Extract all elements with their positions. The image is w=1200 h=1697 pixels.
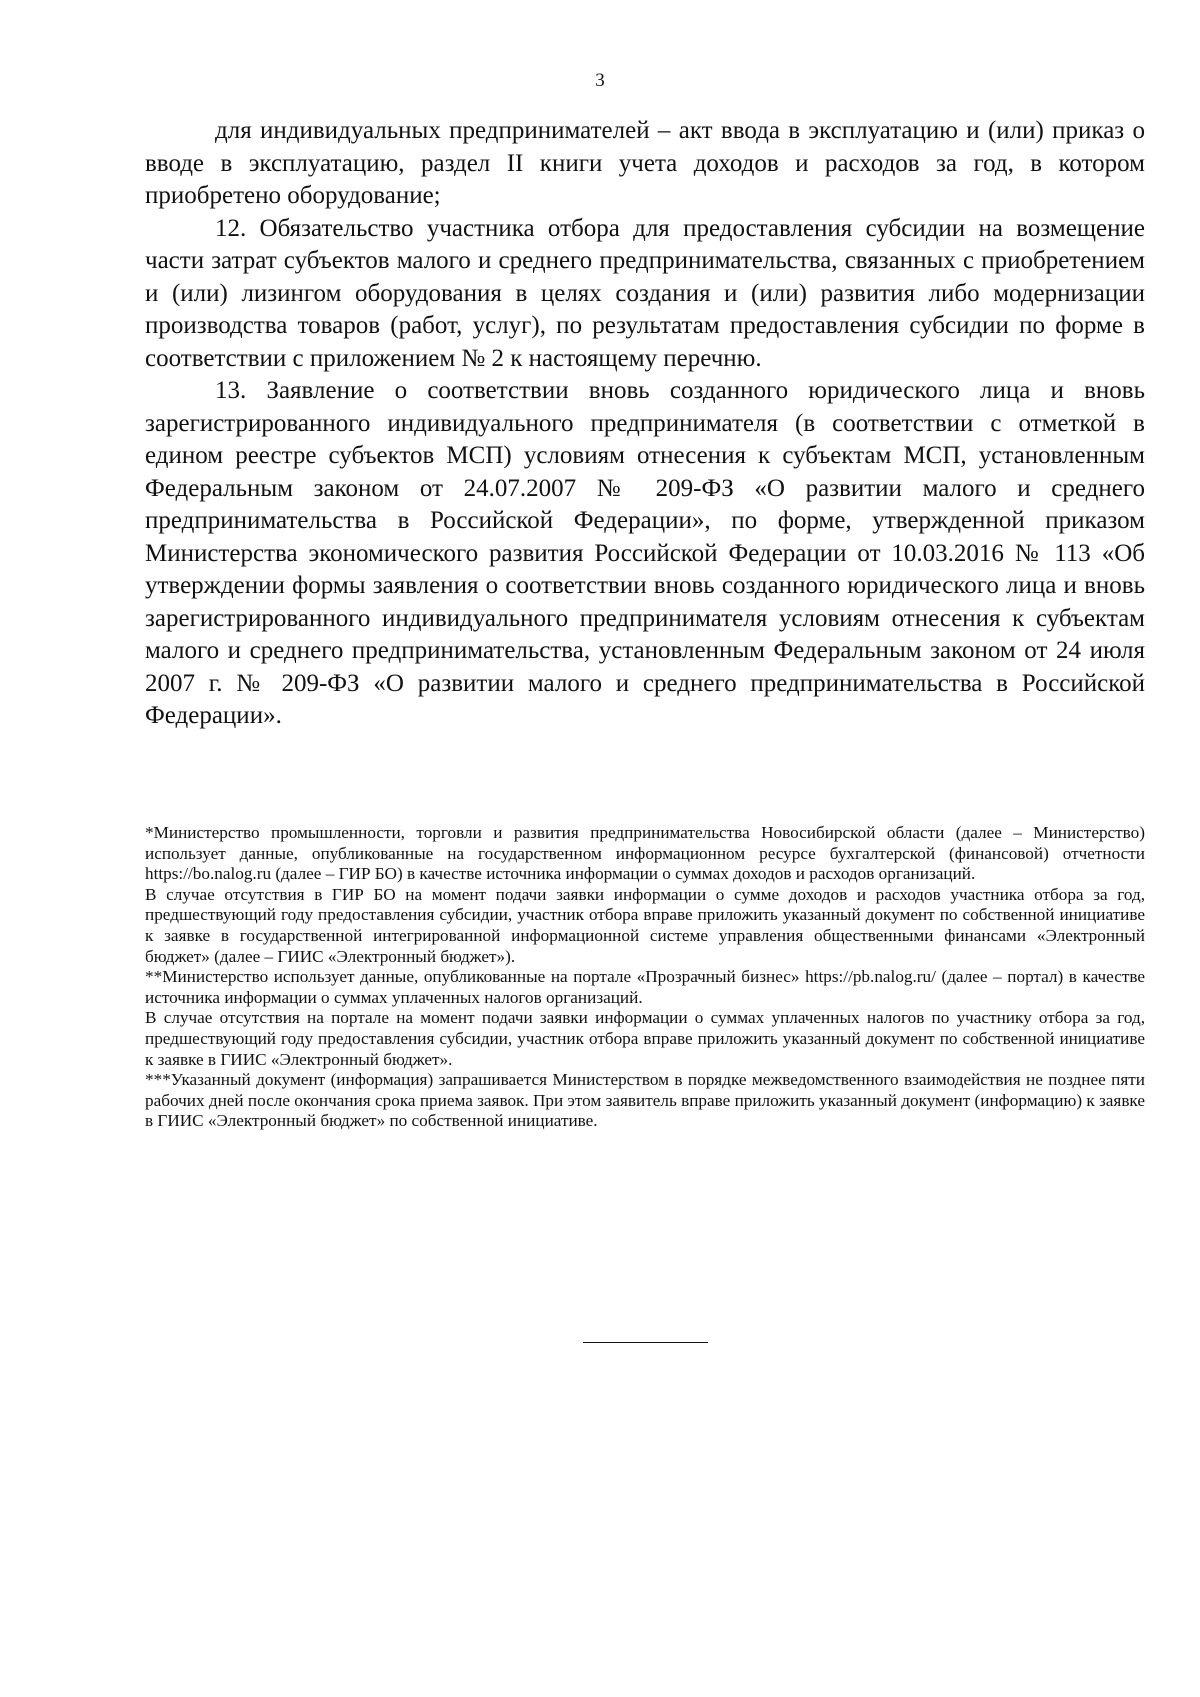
- paragraph-item-13: 13. Заявление о соответствии вновь созданного юридического лица и вновь зарегистрированного индивидуального предпринимателя (в соответствии с отметкой в едином реестре субъектов МСП) условиям отнесения к субъектам МСП, установленным Федеральным законом от 24.07.2007 № 209-ФЗ «О развитии малого и среднего предпринимательства в Российской Федерации», по форме, утвержденной приказом Министерства экономического развития Российской Федерации от 10.03.2016 № 113 «Об утверждении формы заявления о соответствии вновь созданного юридического лица и вновь зарегистрированного индивидуального предпринимателя условиям отнесения к субъектам малого и среднего предпринимательства, установленным Федеральным законом от 24 июля 2007 г. № 209-ФЗ «О развитии малого и среднего предпринимательства в Российской Федерации».: [145, 377, 1145, 729]
- page-number: 3: [595, 70, 605, 91]
- paragraph-ip-documents: для индивидуальных предпринимателей – акт ввода в эксплуатацию и (или) приказ о вводе в эксплуатацию, раздел II книги учета доходов и расходов за год, в котором приобретено оборудование;: [145, 117, 1145, 209]
- footnote-gir-bo-absence: В случае отсутствия в ГИР БО на момент подачи заявки информации о сумме доходов и расходов участника отбора за год, предшествующий году предоставления субсидии, участник отбора вправе приложить указанный документ по собственной инициативе к заявке в государственной интегрированной информационной системе управления общественными финансами «Электронный бюджет» (далее – ГИИС «Электронный бюджет»).: [145, 884, 1145, 966]
- main-text: [145, 115, 1145, 733]
- footnote-portal-absence: В случае отсутствия на портале на момент подачи заявки информации о суммах уплаченных налогов по участнику отбора за год, предшествующий году предоставления субсидии, участник отбора вправе приложить указанный документ по собственной инициативе к заявке в ГИИС «Электронный бюджет».: [145, 1008, 1145, 1069]
- footnote-double-asterisk: **Министерство использует данные, опубликованные на портале «Прозрачный бизнес» https://pb.nalog.ru/ (далее – портал) в качестве источника информации о суммах уплаченных налогов организаций.: [145, 967, 1145, 1007]
- footnote-triple-asterisk: ***Указанный документ (информация) запрашивается Министерством в порядке межведомственного взаимодействия не позднее пяти рабочих дней после окончания срока приема заявок. При этом заявитель вправе приложить указанный документ (информацию) к заявке в ГИИС «Электронный бюджет» по собственной инициативе.: [145, 1070, 1145, 1131]
- footnote-single-asterisk: *Министерство промышленности, торговли и развития предпринимательства Новосибирской области (далее – Министерство) использует данные, опубликованные на государственном информационном ресурсе бухгалтерской (финансовой) отчетности https://bo.nalog.ru (далее – ГИР БО) в качестве источника информации о суммах доходов и расходов организаций.: [145, 823, 1145, 884]
- footnotes: [145, 823, 1145, 1132]
- end-of-document-rule: [583, 1342, 708, 1343]
- paragraph-item-12: 12. Обязательство участника отбора для предоставления субсидии на возмещение части затрат субъектов малого и среднего предпринимательства, связанных с приобретением и (или) лизингом оборудования в целях создания и (или) развития либо модернизации производства товаров (работ, услуг), по результатам предоставления субсидии по форме в соответствии с приложением № 2 к настоящему перечню.: [145, 214, 1145, 372]
